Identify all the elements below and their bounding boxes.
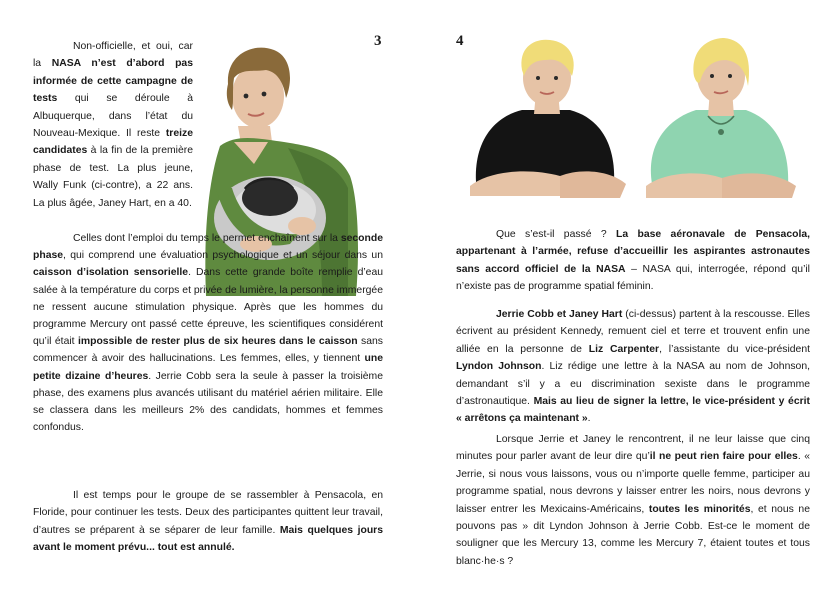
left-paragraph-1: Non-officielle, et oui, car la NASA n’est d’abord pas informée de cette campagne de tests qui se déroule à Albuquerque, dans l’état du Nouveau-Mexique. Il reste treize candidates à la fin de la première phase de test. La plus jeune, Wally Funk (ci-contre), a 22 ans. La plus âgée, Janey Hart, en a 40. [33, 41, 193, 209]
right-page [420, 0, 839, 595]
page-number-left: 3 [374, 33, 382, 49]
left-paragraph-2: Celles dont l’emploi du temps le permet enchaînent sur la seconde phase, qui comprend une évaluation psychologique et un séjour dans un caisson d’isolation sensorielle. Dans cette grande boîte remplie d’eau salée à la température du corps et privée de lumière, la personne immergée ne ressent aucune stimulation physique. Après que les hommes du programme Mercury ont passé cette épreuve, les scientifiques considérent qu’il était impossible de rester plus de six heures dans le caisson sans commencer à avoir des hallucinations. Les femmes, elles, y tiennent une petite dizaine d’heures. Jerrie Cobb sera la seule à passer la troisième phase, des examens plus avancés utilisant du matériel aérien militaire. Elle se classera dans les meilleurs 2% des candidats, hommes et femmes confondus. [33, 233, 384, 434]
right-paragraph-3: Lorsque Jerrie et Janey le rencontrent, il ne leur laisse que cinq minutes pour parler avant de leur dire qu’il ne peut rien faire pour elles. « Jerrie, si nous vous laissons, vous ou n’importe quelle femme, participer au programme spatial, nous devrons y laisser entrer les noirs, nous devrons y laisser entrer les Mexicains-Américains, toutes les minorités, et nous ne pouvons pas » dit Lyndon Johnson à Jerrie Cobb. Est-ce le moment de souligner que les Mercury 13, comme les Mercury 7, étaient toutes et tous blanc·he·s ? [456, 434, 810, 567]
page-number-right: 4 [456, 33, 464, 49]
right-paragraph-1: Que s’est-il passé ? La base aéronavale de Pensacola, appartenant à l’armée, refuse d’accueillir les aspirantes astronautes sans accord officiel de la NASA – NASA qui, interrogée, répond qu’il n’existe pas de programme spatial féminin. [456, 229, 810, 293]
right-paragraph-2: Jerrie Cobb et Janey Hart (ci-dessus) partent à la rescousse. Elles écrivent au président Kennedy, remuent ciel et terre et trouvent enfin une alliée en la personne de Liz Carpenter, l’assistante du vice-président Lyndon Johnson. Liz rédige une lettre à la NASA au nom de Johnson, demandant s’il y a eu discrimination sexiste dans le programme d’astronautique. Mais au lieu de signer la lettre, le vice-président y écrit « arrêtons ça maintenant ». [456, 309, 811, 425]
left-paragraph-3: Il est temps pour le groupe de se rassembler à Pensacola, en Floride, pour continuer les tests. Deux des participantes quittent leur travail, d’autres se préparent à se séparer de leur famille. Mais quelques jours avant le moment prévu... tout est annulé. [33, 490, 384, 554]
left-page [0, 0, 419, 595]
jerrie-cobb-janey-hart-illustration [470, 36, 800, 200]
